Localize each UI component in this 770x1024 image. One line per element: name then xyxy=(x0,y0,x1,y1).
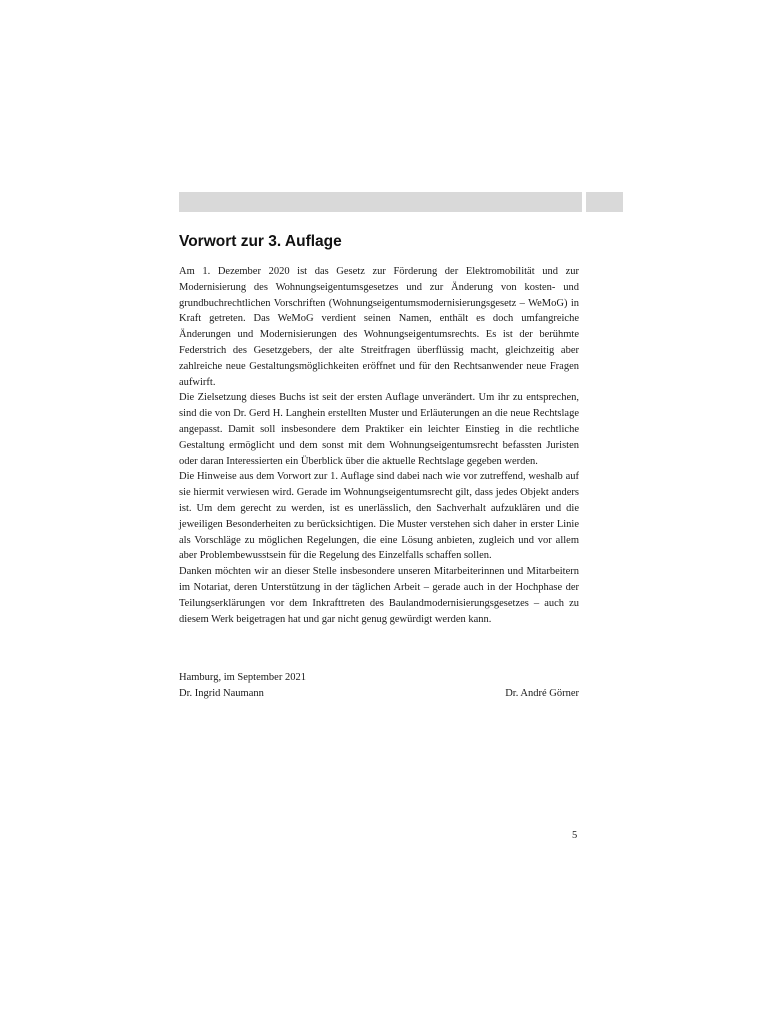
header-bar-tab xyxy=(586,192,623,212)
body-text xyxy=(179,264,579,627)
paragraph: Die Hinweise aus dem Vorwort zur 1. Auflage sind dabei nach wie vor zutreffend, weshalb auf sie hiermit verwiesen wird. Gerade im Wohnungseigentumsrecht gilt, dass jedes Objekt anders ist. Um dem gerecht zu werden, ist es unerlässlich, den Sachverhalt aufzuklären und die jeweiligen Besonderheiten zu berücksichtigen. Die Muster verstehen sich daher in erster Linie als Vorschläge zu möglichen Regelungen, die eine Lösung anbieten, zugleich und vor allem aber Problembewusstsein für die Regelung des Einzelfalls schaffen sollen. xyxy=(179,471,579,562)
paragraph: Am 1. Dezember 2020 ist das Gesetz zur Förderung der Elektromobilität und zur Modernisierung des Wohnungseigentumsgesetzes und zur Änderung von kosten- und grundbuchrechtlichen Vorschriften (Wohnungseigentumsmodernisierungsgesetz – WeMoG) in Kraft getreten. Das WeMoG verdient seinen Namen, enthält es doch umfangreiche Änderungen und Modernisierungen des Wohnungseigentumsrechts. Es ist der berühmte Federstrich des Gesetzgebers, der alte Streitfragen überflüssig macht, gleichzeitig aber zahlreiche neue Gestaltungsmöglichkeiten eröffnet und für den Rechtsanwender neue Fragen aufwirft. xyxy=(179,266,579,388)
paragraph: Danken möchten wir an dieser Stelle insbesondere unseren Mitarbeiterinnen und Mitarbeitern im Notariat, deren Unterstützung in der täglichen Arbeit – gerade auch in der Hochphase der Teilungserklärungen vor dem Inkrafttreten des Baulandmodernisierungsgesetzes – auch zu diesem Werk beigetragen hat und gar nicht genug gewürdigt werden kann. xyxy=(179,566,579,625)
paragraph: Die Zielsetzung dieses Buchs ist seit der ersten Auflage unverändert. Um ihr zu entsprechen, sind die von Dr. Gerd H. Langhein erstellten Muster und Erläuterungen an die neue Rechtslage angepasst. Damit soll insbesondere dem Praktiker ein leichter Einstieg in die rechtliche Gestaltung ermöglicht und dem sonst mit dem Wohnungseigentumsrecht befassten Juristen oder daran Interessierten ein Überblick über die aktuelle Rechtslage gegeben werden. xyxy=(179,392,579,467)
page-number: 5 xyxy=(572,830,578,841)
signature-block xyxy=(179,670,579,702)
author-left: Dr. Ingrid Naumann xyxy=(179,687,264,699)
author-right: Dr. André Görner xyxy=(505,687,579,699)
header-bar xyxy=(179,192,582,212)
page-title: Vorwort zur 3. Auflage xyxy=(179,233,342,250)
author-row xyxy=(179,686,579,702)
place-date: Hamburg, im September 2021 xyxy=(179,672,306,683)
